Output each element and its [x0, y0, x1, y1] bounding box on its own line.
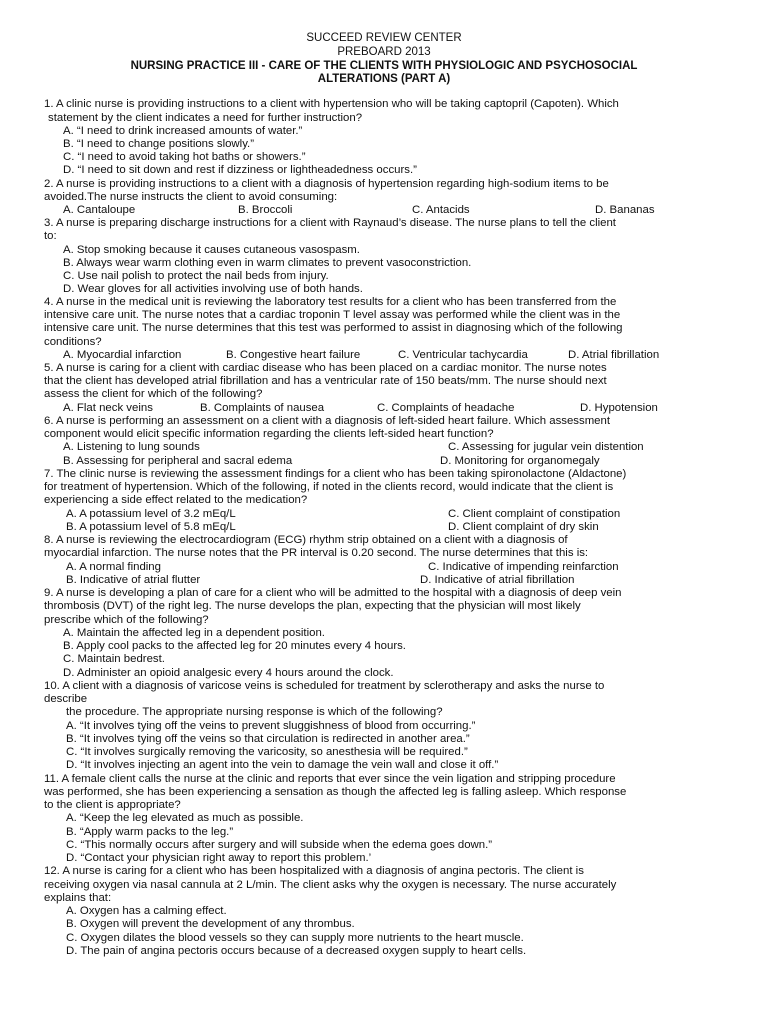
exam-title-line-1: NURSING PRACTICE III - CARE OF THE CLIENTS WITH PHYSIOLOGIC AND PSYCHOSOCIAL	[130, 60, 638, 72]
answer-option-c: C. “This normally occurs after surgery and will subside when the edema goes down.”	[66, 839, 493, 851]
question-stem-line: statement by the client indicates a need for further instruction?	[48, 112, 363, 124]
question-stem-line: experiencing a side effect related to the medication?	[44, 494, 308, 506]
exam-title-line-2: ALTERATIONS (PART A)	[317, 73, 451, 85]
answer-option-d: D. Client complaint of dry skin	[448, 521, 599, 533]
answer-option-b: B. Apply cool packs to the affected leg for 20 minutes every 4 hours.	[63, 640, 406, 652]
question-stem-line: 1. A clinic nurse is providing instructions to a client with hypertension who will be taking captopril (Capoten). Which	[44, 98, 619, 110]
question-stem-line: to the client is appropriate?	[44, 799, 181, 811]
question-stem-line: avoided.The nurse instructs the client to avoid consuming:	[44, 191, 338, 203]
answer-option-a: A. “I need to drink increased amounts of water.”	[63, 125, 303, 137]
answer-option-a: A. “It involves tying off the veins to prevent sluggishness of blood from occurring.”	[66, 720, 476, 732]
answer-option-a: A. Stop smoking because it causes cutaneous vasospasm.	[63, 244, 360, 256]
question-stem-line: 7. The clinic nurse is reviewing the assessment findings for a client who has been taking spironolactone (Aldactone)	[44, 468, 627, 480]
answer-option-d: D. Bananas	[595, 204, 655, 216]
answer-option-c: C. Antacids	[412, 204, 470, 216]
review-center-name: SUCCEED REVIEW CENTER	[306, 32, 462, 44]
answer-option-d: D. Indicative of atrial fibrillation	[420, 574, 575, 586]
answer-option-d: D. “It involves injecting an agent into the vein to damage the vein wall and close it off.”	[66, 759, 499, 771]
question-stem-line: 11. A female client calls the nurse at the clinic and reports that ever since the vein ligation and stripping procedure	[44, 773, 616, 785]
answer-option-c: C. “It involves surgically removing the varicosity, so anesthesia will be required.”	[66, 746, 468, 758]
question-stem-line: 9. A nurse is developing a plan of care for a client who will be admitted to the hospital with a diagnosis of deep vein	[44, 587, 622, 599]
question-stem-line: thrombosis (DVT) of the right leg. The nurse develops the plan, expecting that the physician will most likely	[44, 600, 581, 612]
answer-option-b: B. Congestive heart failure	[226, 349, 361, 361]
answer-option-b: B. “Apply warm packs to the leg.”	[66, 826, 234, 838]
answer-option-c: C. Client complaint of constipation	[448, 508, 621, 520]
answer-option-c: C. Maintain bedrest.	[63, 653, 165, 665]
question-stem-line: 2. A nurse is providing instructions to a client with a diagnosis of hypertension regarding high-sodium items to be	[44, 178, 609, 190]
question-stem-line: describe	[44, 693, 88, 705]
answer-option-d: D. Atrial fibrillation	[568, 349, 660, 361]
answer-option-b: B. “I need to change positions slowly.”	[63, 138, 254, 150]
answer-option-d: D. Wear gloves for all activities involving use of both hands.	[63, 283, 363, 295]
answer-option-a: A. “Keep the leg elevated as much as possible.	[66, 812, 304, 824]
question-stem-line: for treatment of hypertension. Which of the following, if noted in the clients record, would indicate that the client is	[44, 481, 614, 493]
question-stem-line: conditions?	[44, 336, 102, 348]
answer-option-d: D. “Contact your physician right away to report this problem.’	[66, 852, 372, 864]
question-stem-line: 12. A nurse is caring for a client who has been hospitalized with a diagnosis of angina pectoris. The client is	[44, 865, 584, 877]
answer-option-b: B. Broccoli	[238, 204, 293, 216]
question-stem-line: 6. A nurse is performing an assessment on a client with a diagnosis of left-sided heart failure. Which assessment	[44, 415, 611, 427]
answer-option-b: B. A potassium level of 5.8 mEq/L	[66, 521, 236, 533]
answer-option-b: B. “It involves tying off the veins so that circulation is redirected in another area.”	[66, 733, 470, 745]
answer-option-a: A. Myocardial infarction	[63, 349, 182, 361]
answer-option-a: A. Oxygen has a calming effect.	[66, 905, 227, 917]
question-stem-line: that the client has developed atrial fibrillation and has a ventricular rate of 150 beats/mm. The nurse should next	[44, 375, 607, 387]
answer-option-c: C. Oxygen dilates the blood vessels so they can supply more nutrients to the heart muscle.	[66, 932, 524, 944]
answer-option-b: B. Assessing for peripheral and sacral edema	[63, 455, 293, 467]
answer-option-c: C. Use nail polish to protect the nail beds from injury.	[63, 270, 329, 282]
answer-option-a: A. Flat neck veins	[63, 402, 153, 414]
answer-option-d: D. Monitoring for organomegaly	[440, 455, 600, 467]
question-stem-line: myocardial infarction. The nurse notes that the PR interval is 0.20 second. The nurse determines that this is:	[44, 547, 589, 559]
answer-option-c: C. “I need to avoid taking hot baths or showers.”	[63, 151, 306, 163]
answer-option-d: D. “I need to sit down and rest if dizziness or lightheadedness occurs.”	[63, 164, 417, 176]
question-stem-line: 3. A nurse is preparing discharge instructions for a client with Raynaud’s disease. The nurse plans to tell the client	[44, 217, 616, 229]
question-stem-line: assess the client for which of the following?	[44, 388, 263, 400]
answer-option-a: A. Maintain the affected leg in a dependent position.	[63, 627, 325, 639]
question-stem-line: component would elicit specific information regarding the clients left-sided heart function?	[44, 428, 494, 440]
question-stem-line: prescribe which of the following?	[44, 614, 209, 626]
question-stem-line: 4. A nurse in the medical unit is reviewing the laboratory test results for a client who has been transferred from the	[44, 296, 617, 308]
answer-option-a: A. Cantaloupe	[63, 204, 136, 216]
question-stem-line: intensive care unit. The nurse determines that this test was performed to assist in diagnosing which of the following	[44, 322, 623, 334]
answer-option-b: B. Oxygen will prevent the development of any thrombus.	[66, 918, 355, 930]
exam-name: PREBOARD 2013	[337, 46, 431, 58]
answer-option-d: D. Administer an opioid analgesic every 4 hours around the clock.	[63, 667, 394, 679]
answer-option-a: A. Listening to lung sounds	[63, 441, 200, 453]
answer-option-b: B. Always wear warm clothing even in warm climates to prevent vasoconstriction.	[63, 257, 472, 269]
answer-option-a: A. A normal finding	[66, 561, 161, 573]
answer-option-b: B. Complaints of nausea	[200, 402, 325, 414]
answer-option-d: D. Hypotension	[580, 402, 658, 414]
question-stem-line: was performed, she has been experiencing a sensation as though the affected leg is falling asleep. Which response	[44, 786, 627, 798]
answer-option-c: C. Complaints of headache	[377, 402, 515, 414]
question-stem-line: 10. A client with a diagnosis of varicose veins is scheduled for treatment by sclerotherapy and asks the nurse to	[44, 680, 605, 692]
answer-option-c: C. Ventricular tachycardia	[398, 349, 528, 361]
answer-option-a: A. A potassium level of 3.2 mEq/L	[66, 508, 236, 520]
question-stem-line: to:	[44, 230, 57, 242]
answer-option-c: C. Assessing for jugular vein distention	[448, 441, 644, 453]
question-stem-line: 5. A nurse is caring for a client with cardiac disease who has been placed on a cardiac monitor. The nurse notes	[44, 362, 607, 374]
question-stem-line: 8. A nurse is reviewing the electrocardiogram (ECG) rhythm strip obtained on a client with a diagnosis of	[44, 534, 568, 546]
question-stem-line: receiving oxygen via nasal cannula at 2 L/min. The client asks why the oxygen is necessary. The nurse accurately	[44, 879, 617, 891]
question-stem-line: explains that:	[44, 892, 112, 904]
question-stem-line: the procedure. The appropriate nursing response is which of the following?	[66, 706, 443, 718]
answer-option-b: B. Indicative of atrial flutter	[66, 574, 201, 586]
question-stem-line: intensive care unit. The nurse notes that a cardiac troponin T level assay was performed while the client was in the	[44, 309, 621, 321]
answer-option-c: C. Indicative of impending reinfarction	[428, 561, 619, 573]
answer-option-d: D. The pain of angina pectoris occurs because of a decreased oxygen supply to heart cells.	[66, 945, 527, 957]
